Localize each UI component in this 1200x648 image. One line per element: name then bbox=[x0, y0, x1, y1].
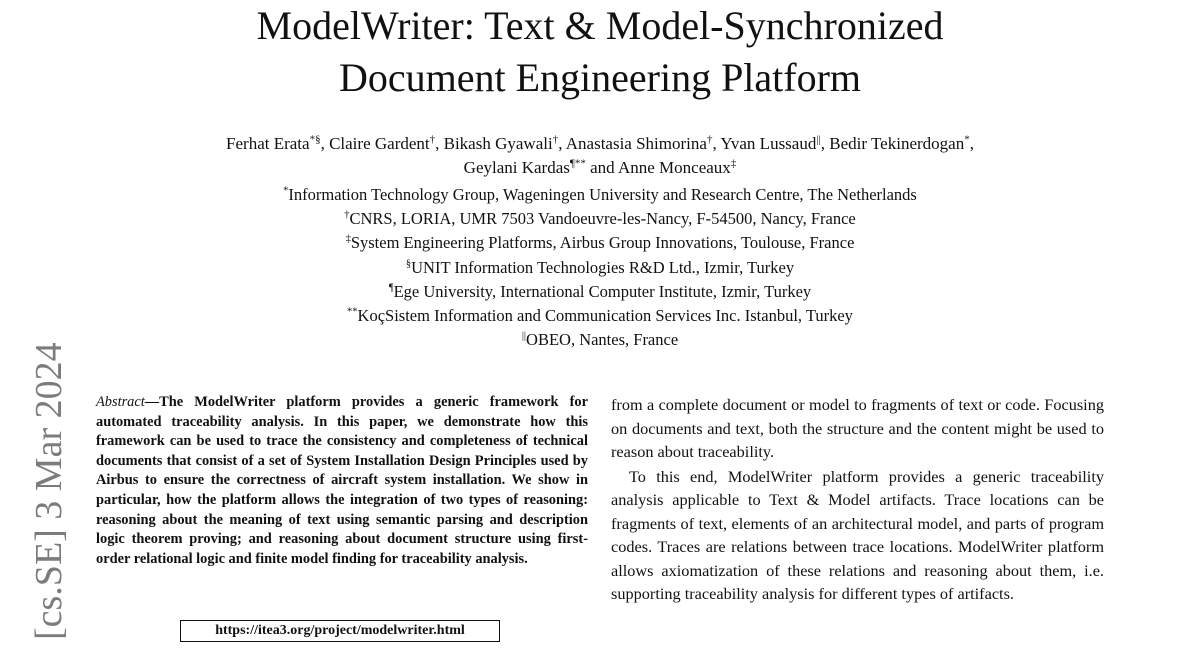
author bbox=[226, 134, 321, 153]
author-separator: , bbox=[712, 134, 721, 153]
author-separator: , bbox=[435, 134, 444, 153]
author-separator: , bbox=[820, 134, 830, 153]
author bbox=[444, 134, 559, 153]
author-and: and bbox=[585, 158, 618, 177]
affiliation-text: KoçSistem Information and Communication Services Inc. Istanbul, Turkey bbox=[357, 306, 853, 326]
author-affiliation-mark: ‡ bbox=[730, 157, 737, 170]
affiliation-text: Ege University, International Computer Institute, Izmir, Turkey bbox=[393, 281, 812, 301]
author bbox=[618, 158, 736, 177]
affiliation-text: CNRS, LORIA, UMR 7503 Vandoeuvre-les-Nancy, F-54500, Nancy, France bbox=[349, 209, 856, 229]
abstract-dash: — bbox=[144, 394, 160, 410]
abstract-text: The ModelWriter platform provides a generic framework for automated traceability analysis. In this paper, we demonstrate how this framework can be used to trace the consistency and completeness of technical documents that consist of a set of System Installation Design Principles used by Airbus to ensure the correctness of aircraft system installation. We show in particular, how the platform allows the integration of two types of reasoning: reasoning about the meaning of text using semantic parsing and description logic theorem proving; and reasoning about document structure using first-order relational logic and finite model finding for traceability analysis. bbox=[96, 394, 588, 567]
affiliation-line bbox=[80, 183, 1120, 207]
author bbox=[329, 134, 435, 153]
author-name: Anne Monceaux bbox=[617, 158, 731, 177]
author-separator: , bbox=[969, 134, 974, 153]
affiliation-text: OBEO, Nantes, France bbox=[526, 330, 679, 350]
author-list bbox=[90, 132, 1110, 180]
affiliation-line bbox=[80, 280, 1120, 304]
title-line-1: ModelWriter: Text & Model-Synchronized bbox=[256, 3, 944, 48]
author-affiliation-mark: ¶** bbox=[569, 157, 586, 170]
affiliation-line bbox=[80, 328, 1120, 352]
abstract bbox=[96, 393, 588, 569]
author-affiliation-mark: † bbox=[552, 133, 559, 146]
author bbox=[566, 134, 713, 153]
affiliation-mark: ‡ bbox=[345, 233, 351, 245]
author-name: Geylani Kardas bbox=[463, 158, 570, 177]
author bbox=[829, 134, 969, 153]
arxiv-stamp-text: [cs.SE] 3 Mar 2024 bbox=[28, 342, 70, 640]
affiliation-text: UNIT Information Technologies R&D Ltd., Izmir, Turkey bbox=[411, 257, 795, 277]
body-paragraph-1: from a complete document or model to fragments of text or code. Focusing on documents and text, both the structure and the content might be used to reason about traceability. bbox=[611, 395, 1104, 461]
affiliation-mark: ¶ bbox=[388, 282, 394, 294]
author-separator: , bbox=[558, 134, 566, 153]
affiliation-line bbox=[80, 256, 1120, 280]
author-name: Bikash Gyawali bbox=[443, 134, 553, 153]
affiliation-line bbox=[80, 304, 1120, 328]
affiliation-text: Information Technology Group, Wageningen University and Research Centre, The Netherlands bbox=[288, 185, 917, 204]
body-column bbox=[611, 393, 1104, 606]
author-name: Claire Gardent bbox=[329, 134, 430, 153]
author-name: Yvan Lussaud bbox=[720, 134, 817, 153]
author-name: Ferhat Erata bbox=[226, 134, 310, 153]
author bbox=[464, 158, 586, 177]
author-name: Anastasia Shimorina bbox=[565, 134, 707, 153]
author-affiliation-mark: † bbox=[706, 133, 713, 146]
body-paragraph-2: To this end, ModelWriter platform provides a generic traceability analysis applicable to Text & Model artifacts. Trace locations can be fragments of text, elements of an architectural model, and parts of program codes. Traces are relations between trace locations. ModelWriter platform allows axiomatization of these relations and reasoning about them, i.e. supporting traceability analysis for different types of artifacts. bbox=[611, 466, 1104, 603]
author-separator: , bbox=[320, 134, 330, 153]
abstract-label: Abstract bbox=[96, 394, 145, 410]
author-affiliation-mark: || bbox=[816, 133, 821, 146]
author-affiliation-mark: † bbox=[429, 133, 436, 146]
affiliation-mark: ** bbox=[347, 306, 358, 318]
affiliation-mark: || bbox=[521, 330, 527, 342]
author-name: Bedir Tekinerdogan bbox=[829, 134, 965, 153]
author bbox=[720, 134, 820, 153]
affiliation-text: System Engineering Platforms, Airbus Group Innovations, Toulouse, France bbox=[350, 233, 855, 253]
affiliation-mark: * bbox=[283, 185, 289, 197]
affiliation-line bbox=[80, 207, 1120, 231]
paper-title bbox=[0, 0, 1200, 104]
arxiv-stamp bbox=[23, 320, 75, 640]
project-url-link[interactable]: https://itea3.org/project/modelwriter.html bbox=[180, 620, 500, 642]
author-affiliation-mark: * bbox=[964, 133, 970, 146]
affiliation-list bbox=[80, 183, 1120, 352]
title-line-2: Document Engineering Platform bbox=[338, 55, 862, 100]
author-affiliation-mark: *§ bbox=[309, 133, 321, 146]
affiliation-mark: § bbox=[405, 258, 412, 270]
affiliation-mark: † bbox=[344, 209, 350, 221]
affiliation-line bbox=[80, 231, 1120, 255]
